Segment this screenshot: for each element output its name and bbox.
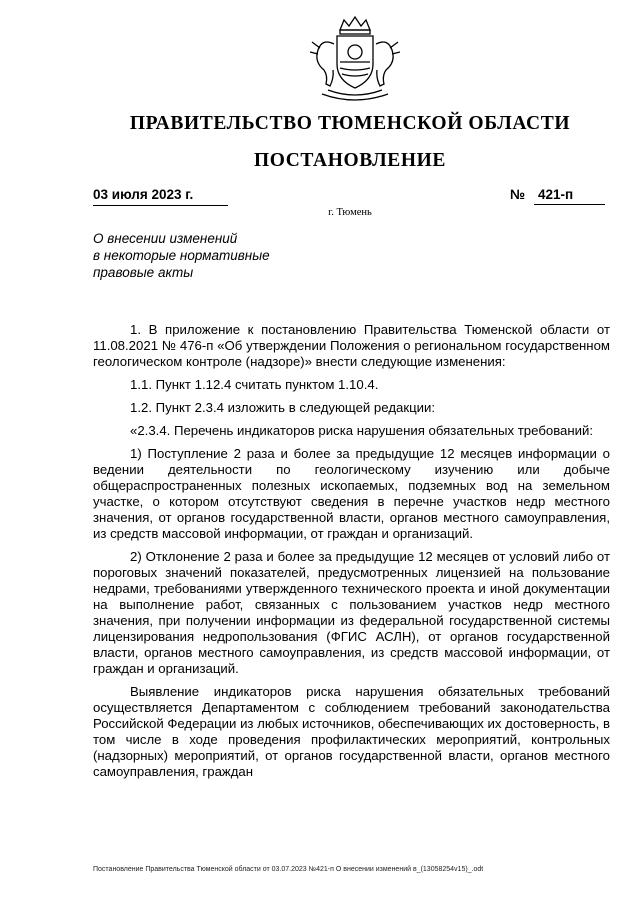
city-label: г. Тюмень: [328, 207, 372, 218]
document-body: [93, 322, 610, 787]
document-date: 03 июля 2023 г.: [93, 187, 228, 206]
subject-line: О внесении изменений: [93, 231, 238, 246]
document-number-block: [510, 187, 605, 205]
document-subject: [93, 230, 323, 281]
body-paragraph: Выявление индикаторов риска нарушения обязательных требований осуществляется Департаментом с соблюдением требований законодательства Российской Федерации из любых источников, обеспечивающих их достоверность, в том числе в ходе проведения профилактических мероприятий, контрольных (надзорных) мероприятий, от органов государственной власти, органов местного самоуправления, граждан: [93, 684, 610, 779]
body-paragraph: «2.3.4. Перечень индикаторов риска нарушения обязательных требований:: [130, 423, 594, 438]
number-sign: №: [510, 187, 526, 202]
body-paragraph: 1.1. Пункт 1.12.4 считать пунктом 1.10.4.: [130, 377, 379, 392]
subject-line: правовые акты: [93, 265, 194, 280]
document-type: ПОСТАНОВЛЕНИЕ: [253, 150, 447, 171]
body-paragraph: 2) Отклонение 2 раза и более за предыдущие 12 месяцев от условий либо от пороговых значений показателей, предусмотренных лицензией на пользование недрами, требованиями утвержденного технического проекта и иной документации на выполнение работ, связанных с пользованием участков недр местного значения, при получении информации из федеральной государственной системы лицензирования недропользования (ФГИС АСЛН), от органов государственной власти, органов местного самоуправления, из средств массовой информации, от граждан и организаций.: [93, 549, 610, 676]
body-paragraph: 1. В приложение к постановлению Правительства Тюменской области от 11.08.2021 № 476-п «Об утверждении Положения о региональном государственном геологическом контроле (надзоре)» внести следующие изменения:: [93, 322, 610, 369]
government-title: ПРАВИТЕЛЬСТВО ТЮМЕНСКОЙ ОБЛАСТИ: [129, 113, 571, 134]
document-number: 421-п: [534, 187, 605, 205]
document-footer: Постановление Правительства Тюменской области от 03.07.2023 №421-п О внесении изменений в_(13058254v15)_.odt: [93, 866, 484, 873]
coat-of-arms-emblem: [300, 14, 410, 106]
subject-line: в некоторые нормативные: [93, 248, 270, 263]
body-paragraph: 1.2. Пункт 2.3.4 изложить в следующей редакции:: [130, 400, 436, 415]
body-paragraph: 1) Поступление 2 раза и более за предыдущие 12 месяцев информации о ведении деятельности по геологическому изучению или добыче общераспространенных полезных ископаемых, подземных вод на земельном участке, о котором отсутствуют сведения в перечне участков недр местного значения, от органов государственной власти, органов местного самоуправления, из средств массовой информации, от граждан и организаций.: [93, 446, 610, 541]
